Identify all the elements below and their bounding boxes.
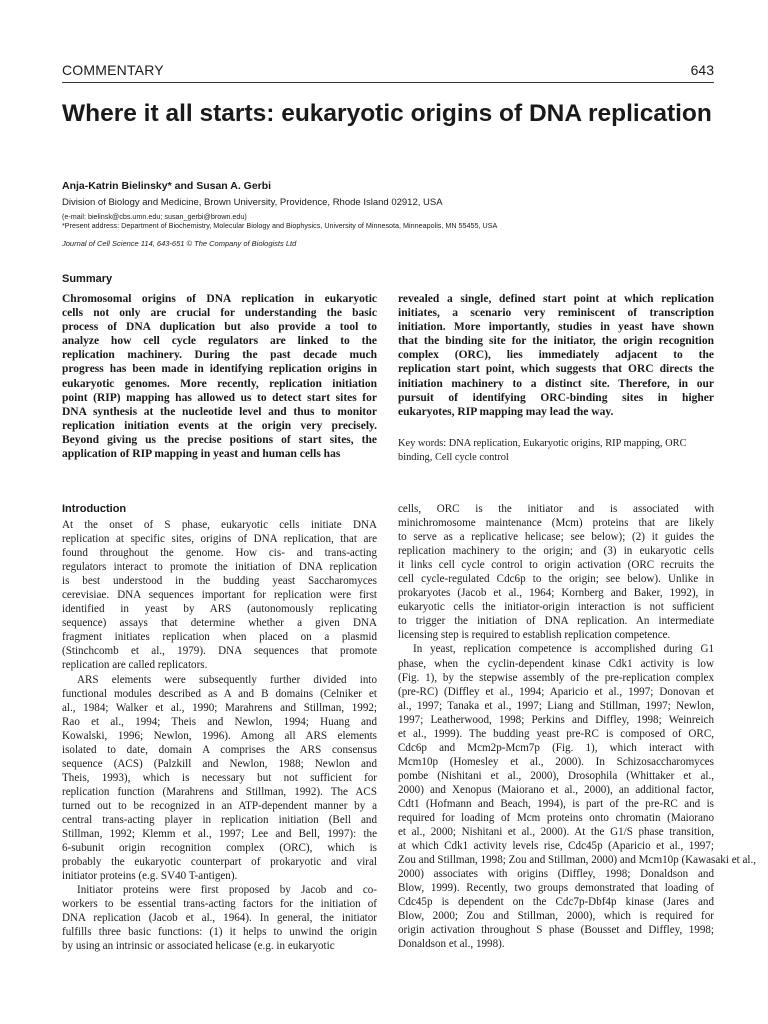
text-line: At the onset of S phase, eukaryotic cells initiate DNA [62,519,377,531]
text-line: cerevisiae. DNA sequences important for replication were first [62,589,377,602]
summary-left-column [62,292,377,461]
text-line: process of DNA duplication but also provide a tool to [62,321,377,334]
text-line: identified in yeast by ARS (autonomously replicating [62,603,377,616]
text-line: Blow, 1999). Recently, two groups demonstrated that loading of [398,882,714,895]
running-header [62,62,714,82]
text-line: replication start point, which suggests that ORC directs the [398,363,714,376]
text-line: Blow, 2000; Zou and Stillman, 2000), which is required for [398,910,714,923]
text-line: progress has been made in identifying replication origins in [62,363,377,376]
introduction-right-column [398,502,757,952]
text-line: minichromosome maintenance (Mcm) proteins that are likely [398,517,714,530]
text-line: found throughout the genome. How cis- and trans-acting [62,547,377,560]
text-line: et al., 1999). The budding yeast pre-RC is composed of ORC, [398,727,714,740]
text-line: Theis, 1993), which is necessary but not sufficient for [62,771,377,784]
text-line: to serve as a replicative helicase; see below); (2) it guides the [398,531,714,544]
text-line: Donaldson et al., 1998). [398,938,505,951]
text-line: al., 1997; Tanaka et al., 1997; Liang and Stillman, 1997; Newlon, [398,699,714,712]
text-line: cells, ORC is the initiator and is associated with [398,503,714,515]
text-line: In yeast, replication competence is accomplished during G1 [413,643,714,656]
text-line: eukaryotes, RIP mapping may lead the way. [398,405,614,418]
text-line: pursuit of identifying ORC-binding sites in higher [398,391,714,404]
text-line: fulfills three basic functions: (1) it helps to unwind the origin [62,926,377,939]
text-line: origin activation throughout S phase (Bousset and Diffley, 1998; [398,924,714,937]
text-line: DNA replication (Jacob et al., 1964). In general, the initiator [62,912,377,925]
text-line: by using an intrinsic or associated helicase (e.g. in eukaryotic [62,940,335,953]
text-line: initiates, a scenario very reminiscent of transcription [398,307,714,320]
text-line: Mcm10p (Homesley et al., 2000). In Schizosaccharomyces [398,755,714,768]
keywords [398,437,714,464]
text-line: it links cell cycle control to origin activation (ORC recruits the [398,559,714,572]
text-line: central trans-acting player in replication initiation (Bell and [62,813,377,826]
text-line: 2000) associates with origins (Diffley, 1998; Donaldson and [398,868,714,881]
text-line: Rao et al., 1994; Theis and Newlon, 1994; Huang and [62,715,377,728]
text-line: phase, when the cyclin-dependent kinase Cdk1 activity is low [398,657,714,670]
text-line: DNA synthesis at the nucleotide level and thus to monitor [62,405,377,418]
text-line: functional modules described as A and B domains (Celniker et [62,687,377,700]
introduction-heading: Introduction [62,503,127,515]
text-line: replication machinery to the origin; and (3) in eukaryotic cells [398,545,714,558]
text-line: Stillman, 1992; Klemm et al., 1997; Lee and Bell, 1997): the [62,828,377,841]
present-address: *Present address: Department of Biochemistry, Molecular Biology and Biophysics, University of Minnesota, Minneapolis, MN 55455, USA [62,221,498,230]
header-rule [62,82,714,83]
text-line: licensing step is required to establish replication competence. [398,629,671,642]
text-line: analyze how cell cycle regulators are linked to the [62,335,377,348]
text-line: sequence) assays that determine whether a given DNA [62,617,377,630]
text-line: (pre-RC) (Diffley et al., 1994; Aparicio et al., 1997; Donovan et [398,685,714,698]
summary-heading: Summary [62,273,113,285]
text-line: replication at specific sites, origins of DNA replication, that are [62,533,377,546]
text-line: ARS elements were subsequently further divided into [77,673,377,686]
text-line: regulators interact to promote the initiation of DNA replication [62,561,377,574]
text-line: initiator proteins (e.g. SV40 T-antigen). [62,870,238,883]
text-line: required for loading of Mcm proteins onto chromatin (Maiorano [398,812,714,825]
text-line: (Stinchcomb et al., 1979). DNA sequences that promote [62,645,377,658]
text-line: that the binding site for the initiator, the origin recognition [398,335,714,348]
text-line: application of RIP mapping in yeast and human cells has [62,448,341,461]
article-title: Where it all starts: eukaryotic origins of DNA replication [62,100,712,127]
text-line: isolated to date, domain A comprises the ARS consensus [62,743,377,756]
keywords-line: Key words: DNA replication, Eukaryotic origins, RIP mapping, ORC [398,438,687,449]
text-line: pombe (Nishitani et al., 2000), Drosophila (Whittaker et al., [398,769,714,782]
text-line: replication machinery. During the past decade much [62,349,377,362]
text-line: Zou and Stillman, 1998; Zou and Stillman, 2000) and Mcm10p (Kawasaki et al., [398,854,757,867]
text-line: at which Cdk1 activity levels rise, Cdc45p (Aparicio et al., 1997; [398,840,714,853]
text-line: Cdc45p is dependent on the Cdc7p-Dbf4p kinase (Jares and [398,896,714,909]
text-line: is best understood in the budding yeast Saccharomyces [62,575,377,588]
text-line: Initiator proteins were first proposed by Jacob and co- [77,884,377,897]
text-line: point (RIP) mapping has allowed us to detect start sites for [62,391,377,404]
text-line: Chromosomal origins of DNA replication in eukaryotic [62,293,377,305]
text-line: fragment initiates replication when placed on a plasmid [62,631,377,644]
text-line: replication initiation events at the origin very precisely. [62,419,377,432]
text-line: revealed a single, defined start point at which replication [398,293,714,305]
text-line: eukaryotic genomes. More recently, replication initiation [62,377,377,390]
section-label: COMMENTARY [62,62,164,78]
text-line: cell cycle-regulated Cdc6p to the origin; see below). Unlike in [398,573,714,586]
text-line: (Fig. 1), by the stepwise assembly of the pre-replication complex [398,671,714,684]
text-line: cells not only are crucial for understanding the basic [62,307,377,320]
text-line: complex (ORC), lies immediately adjacent to the [398,349,714,362]
introduction-left-column [62,518,377,953]
text-line: prokaryotes (Jacob et al., 1964; Kornberg and Baker, 1992), in [398,587,714,600]
text-line: replication function (Marahrens and Stillman, 1992). The ACS [62,785,377,798]
text-line: initiation. More importantly, studies in yeast have shown [398,321,714,334]
journal-reference: Journal of Cell Science 114, 643-651 © The Company of Biologists Ltd [62,239,297,248]
text-line: Cdc6p and Mcm2p-Mcm7p (Fig. 1), which interact with [398,741,714,754]
page-number: 643 [690,62,714,78]
text-line: Beyond giving us the precise positions of start sites, the [62,433,377,446]
text-line: to trigger the initiation of DNA replication. An intermediate [398,615,714,628]
text-line: Cdt1 (Hofmann and Beach, 1994), is part of the pre-RC and is [398,797,714,810]
text-line: 2000) and Xenopus (Maiorano et al., 2000), an additional factor, [398,783,714,796]
text-line: turned out to be recognized in an ATP-dependent manner by a [62,799,377,812]
text-line: al., 1984; Walker et al., 1990; Marahrens and Stillman, 1992; [62,701,377,714]
text-line: sequence (ACS) (Palzkill and Newlon, 1988; Newlon and [62,757,377,770]
text-line: Kowalski, 1996; Newlon, 1996). Among all ARS elements [62,729,377,742]
text-line: initiation machinery to a distinct site. Therefore, in our [398,377,714,390]
keywords-line: binding, Cell cycle control [398,451,509,463]
summary-right-column [398,292,714,419]
text-line: et al., 2000; Nishitani et al., 2000). At the G1/S phase transition, [398,826,714,839]
text-line: eukaryotic cells the initiator-origin interaction is not sufficient [398,601,714,614]
text-line: replication are called replicators. [62,659,208,672]
text-line: 1997; Leatherwood, 1998; Perkins and Diffley, 1998; Weinreich [398,713,714,726]
text-line: workers to be essential trans-acting factors for the initiation of [62,898,377,911]
email-addresses: (e-mail: bielinsk@cbs.umn.edu; susan_gerbi@brown.edu) [62,212,247,221]
author-list: Anja-Katrin Bielinsky* and Susan A. Gerbi [62,180,272,192]
text-line: 6-subunit origin recognition complex (ORC), which is [62,842,377,855]
text-line: probably the eukaryotic counterpart of prokaryotic and viral [62,856,377,869]
affiliation: Division of Biology and Medicine, Brown University, Providence, Rhode Island 02912, USA [62,197,443,208]
